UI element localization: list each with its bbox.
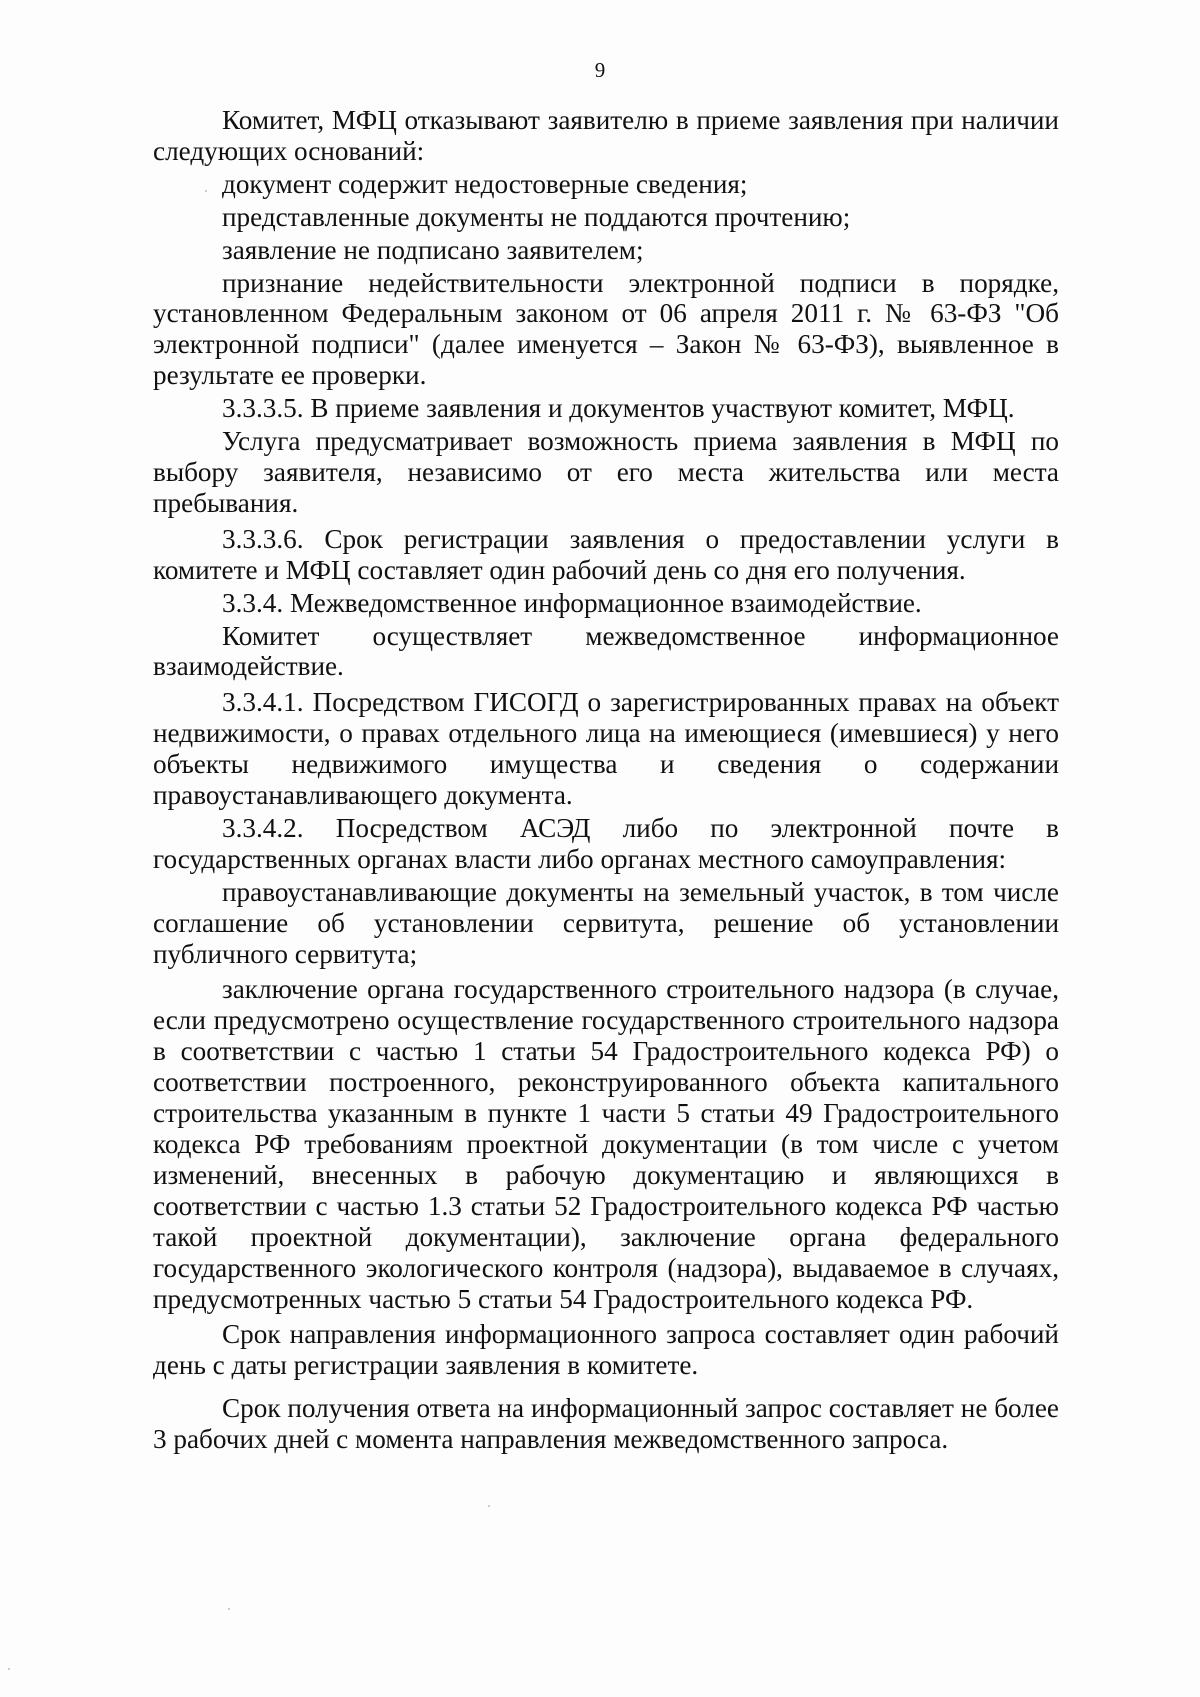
paragraph-service-mfc: Услуга предусматривает возможность приема заявления в МФЦ по выбору заявителя, независимо от его места жительства или места пребывания. — [153, 426, 1059, 518]
paragraph-3-3-4: 3.3.4. Межведомственное информационное взаимодействие. — [222, 587, 922, 618]
scan-speck — [488, 1505, 490, 1507]
scan-speck — [205, 190, 207, 192]
paragraph-3-3-4-1: 3.3.4.1. Посредством ГИСОГД о зарегистрированных правах на объект недвижимости, о правах отдельного лица на имеющиеся (имевшиеся) у него объекты недвижимого имущества и сведения о содержании правоустанавливающего документа. — [153, 687, 1059, 811]
paragraph-title-documents: правоустанавливающие документы на земельный участок, в том числе соглашение об установлении сервитута, решение об установлении публичного сервитута; — [153, 876, 1059, 969]
paragraph-3-3-3-6: 3.3.3.6. Срок регистрации заявления о предоставлении услуги в комитете и МФЦ составляет один рабочий день со дня его получения. — [153, 523, 1059, 585]
scan-speck — [228, 1608, 230, 1610]
paragraph-construction-conclusion: заключение органа государственного строительного надзора (в случае, если предусмотрено осуществление государственного строительного надзора в соответствии с частью 1 статьи 54 Градостроительного кодекса РФ) о соответствии построенного, реконструированного объекта капитального строительства указанным в пункте 1 части 5 статьи 49 Градостроительного кодекса РФ требованиям проектной документации (в том числе с учетом изменений, внесенных в рабочую документацию и являющихся в соответствии с частью 1.3 статьи 52 Градостроительного кодекса РФ частью такой проектной документации), заключение органа федерального государственного экологического контроля (надзора), выдаваемое в случаях, предусмотренных частью 5 статьи 54 Градостроительного кодекса РФ. — [153, 974, 1059, 1314]
paragraph-ground-signature: признание недействительности электронной подписи в порядке, установленном Федеральным законом от 06 апреля 2011 г. № 63-ФЗ "Об электронной подписи" (далее именуется – Закон № 63-ФЗ), выявленное в результате ее проверки. — [153, 267, 1059, 391]
paragraph-response-deadline: Срок получения ответа на информационный запрос составляет не более 3 рабочих дней с момента направления межведомственного запроса. — [153, 1393, 1059, 1455]
paragraph-3-3-3-5: 3.3.3.5. В приеме заявления и документов участвуют комитет, МФЦ. — [222, 393, 1015, 424]
scan-speck — [8, 1668, 10, 1670]
paragraph-ground-unreliable: документ содержит недостоверные сведения; — [222, 168, 748, 199]
paragraph-ground-unreadable: представленные документы не поддаются прочтению; — [222, 201, 851, 232]
paragraph-ground-unsigned: заявление не подписано заявителем; — [222, 234, 644, 265]
paragraph-3-3-4-2: 3.3.4.2. Посредством АСЭД либо по электронной почте в государственных органах власти либо органах местного самоуправления: — [153, 812, 1059, 874]
paragraph-refusal-intro: Комитет, МФЦ отказывают заявителю в приеме заявления при наличии следующих оснований: — [153, 105, 1059, 166]
paragraph-committee-interaction: Комитет осуществляет межведомственное информационное взаимодействие. — [153, 620, 1059, 682]
paragraph-request-deadline: Срок направления информационного запроса составляет один рабочий день с даты регистрации заявления в комитете. — [153, 1319, 1059, 1381]
page-number: 9 — [594, 58, 606, 82]
document-body — [153, 105, 1059, 1455]
